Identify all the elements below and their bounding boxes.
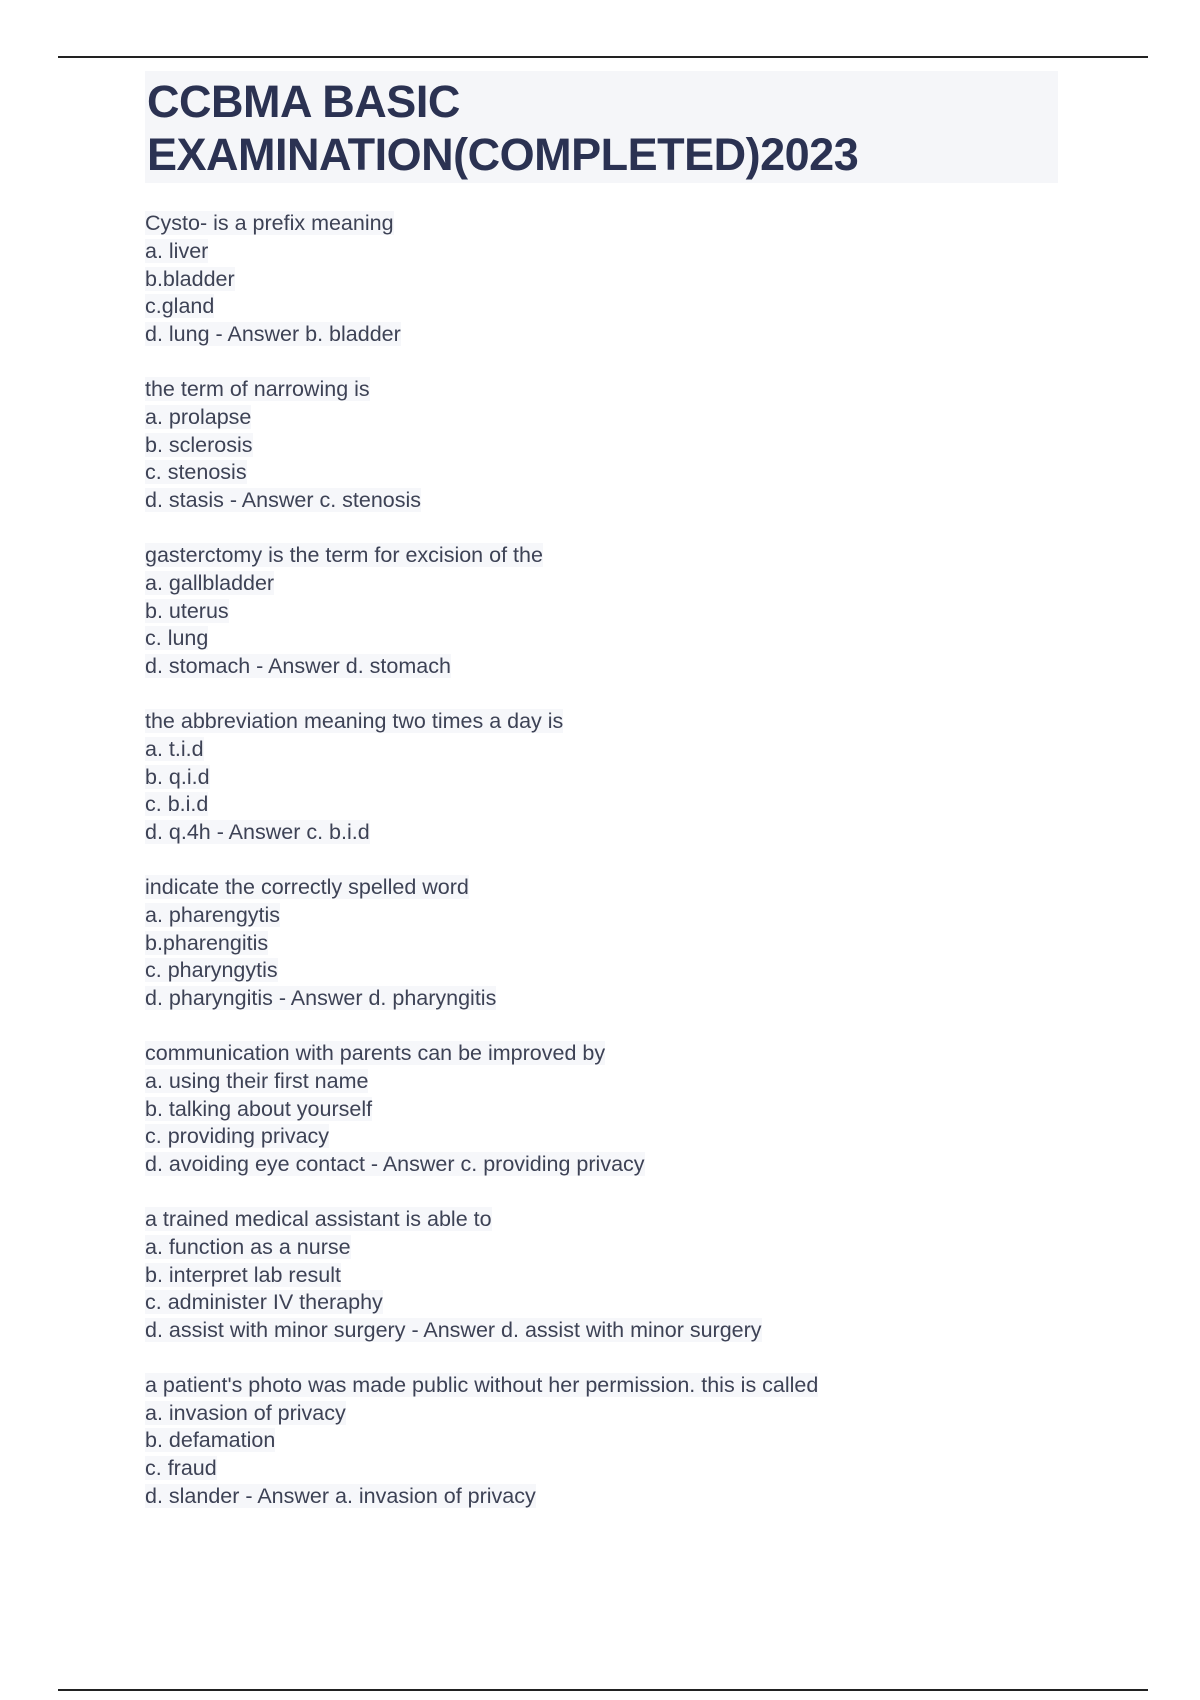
question-text — [145, 376, 1105, 404]
answer-option — [145, 653, 1105, 681]
line-text: d. avoiding eye contact - Answer c. providing privacy — [145, 1152, 645, 1177]
answer-option — [145, 1427, 1105, 1455]
line-text: c. b.i.d — [145, 792, 209, 817]
line-text: b. sclerosis — [145, 432, 253, 457]
line-text: b.pharengitis — [145, 930, 269, 955]
title-line-1: CCBMA BASIC — [147, 76, 460, 127]
question-text — [145, 708, 1105, 736]
line-text: b. uterus — [145, 598, 229, 623]
answer-option — [145, 930, 1105, 958]
answer-option — [145, 1262, 1105, 1290]
line-text: c.gland — [145, 294, 215, 319]
answer-option — [145, 238, 1105, 266]
question-block — [145, 542, 1105, 681]
answer-option — [145, 1234, 1105, 1262]
answer-option — [145, 570, 1105, 598]
answer-option — [145, 404, 1105, 432]
answer-option — [145, 321, 1105, 349]
question-block — [145, 1206, 1105, 1345]
line-text: d. slander - Answer a. invasion of privacy — [145, 1484, 536, 1509]
answer-option — [145, 625, 1105, 653]
question-block — [145, 376, 1105, 515]
line-text: b. q.i.d — [145, 764, 210, 789]
answer-option — [145, 1317, 1105, 1345]
answer-option — [145, 819, 1105, 847]
line-text: a. using their first name — [145, 1068, 369, 1093]
line-text: a. pharengytis — [145, 902, 281, 927]
line-text: d. stomach - Answer d. stomach — [145, 654, 451, 679]
answer-option — [145, 764, 1105, 792]
question-block — [145, 708, 1105, 847]
question-block — [145, 874, 1105, 1013]
answer-option — [145, 791, 1105, 819]
answer-option — [145, 985, 1105, 1013]
line-text: c. lung — [145, 626, 209, 651]
line-text: b. interpret lab result — [145, 1262, 341, 1287]
answer-option — [145, 1455, 1105, 1483]
line-text: d. q.4h - Answer c. b.i.d — [145, 820, 370, 845]
line-text: a. function as a nurse — [145, 1234, 351, 1259]
line-text: a. invasion of privacy — [145, 1400, 346, 1425]
line-text: d. stasis - Answer c. stenosis — [145, 488, 422, 513]
answer-option — [145, 598, 1105, 626]
line-text: communication with parents can be improved by — [145, 1040, 606, 1065]
answer-option — [145, 432, 1105, 460]
line-text: c. administer IV theraphy — [145, 1290, 383, 1315]
line-text: d. lung - Answer b. bladder — [145, 322, 401, 347]
answer-option — [145, 1123, 1105, 1151]
line-text: b. talking about yourself — [145, 1096, 373, 1121]
answer-option — [145, 266, 1105, 294]
line-text: b.bladder — [145, 266, 235, 291]
answer-option — [145, 1483, 1105, 1511]
top-divider — [58, 56, 1148, 58]
answer-option — [145, 736, 1105, 764]
line-text: b. defamation — [145, 1428, 276, 1453]
line-text: c. stenosis — [145, 460, 247, 485]
answer-option — [145, 459, 1105, 487]
line-text: a patient's photo was made public without her permission. this is called — [145, 1372, 819, 1397]
answer-option — [145, 902, 1105, 930]
line-text: gasterctomy is the term for excision of the — [145, 542, 543, 567]
question-text — [145, 1372, 1105, 1400]
line-text: a. liver — [145, 238, 209, 263]
title-line-2: EXAMINATION(COMPLETED)2023 — [147, 129, 859, 180]
line-text: c. providing privacy — [145, 1124, 330, 1149]
answer-option — [145, 1068, 1105, 1096]
answer-option — [145, 1400, 1105, 1428]
answer-option — [145, 293, 1105, 321]
answer-option — [145, 957, 1105, 985]
answer-option — [145, 1151, 1105, 1179]
line-text: indicate the correctly spelled word — [145, 874, 469, 899]
question-block — [145, 1372, 1105, 1511]
question-text — [145, 542, 1105, 570]
line-text: the abbreviation meaning two times a day is — [145, 708, 564, 733]
line-text: a trained medical assistant is able to — [145, 1206, 492, 1231]
question-block — [145, 210, 1105, 349]
question-list — [145, 210, 1105, 1538]
line-text: Cysto- is a prefix meaning — [145, 211, 394, 235]
answer-option — [145, 487, 1105, 515]
line-text: d. assist with minor surgery - Answer d. assist with minor surgery — [145, 1318, 762, 1343]
question-block — [145, 1040, 1105, 1179]
line-text: a. prolapse — [145, 404, 252, 429]
answer-option — [145, 1289, 1105, 1317]
line-text: a. gallbladder — [145, 570, 275, 595]
line-text: a. t.i.d — [145, 736, 204, 761]
answer-option — [145, 1096, 1105, 1124]
question-text — [145, 1040, 1105, 1068]
bottom-divider — [58, 1689, 1148, 1691]
line-text: the term of narrowing is — [145, 376, 370, 401]
title-block — [145, 71, 1058, 183]
question-text — [145, 874, 1105, 902]
line-text: c. pharyngytis — [145, 958, 278, 983]
document-title — [145, 71, 1058, 181]
question-text — [145, 210, 1105, 238]
question-text — [145, 1206, 1105, 1234]
line-text: d. pharyngitis - Answer d. pharyngitis — [145, 986, 497, 1011]
line-text: c. fraud — [145, 1456, 217, 1481]
